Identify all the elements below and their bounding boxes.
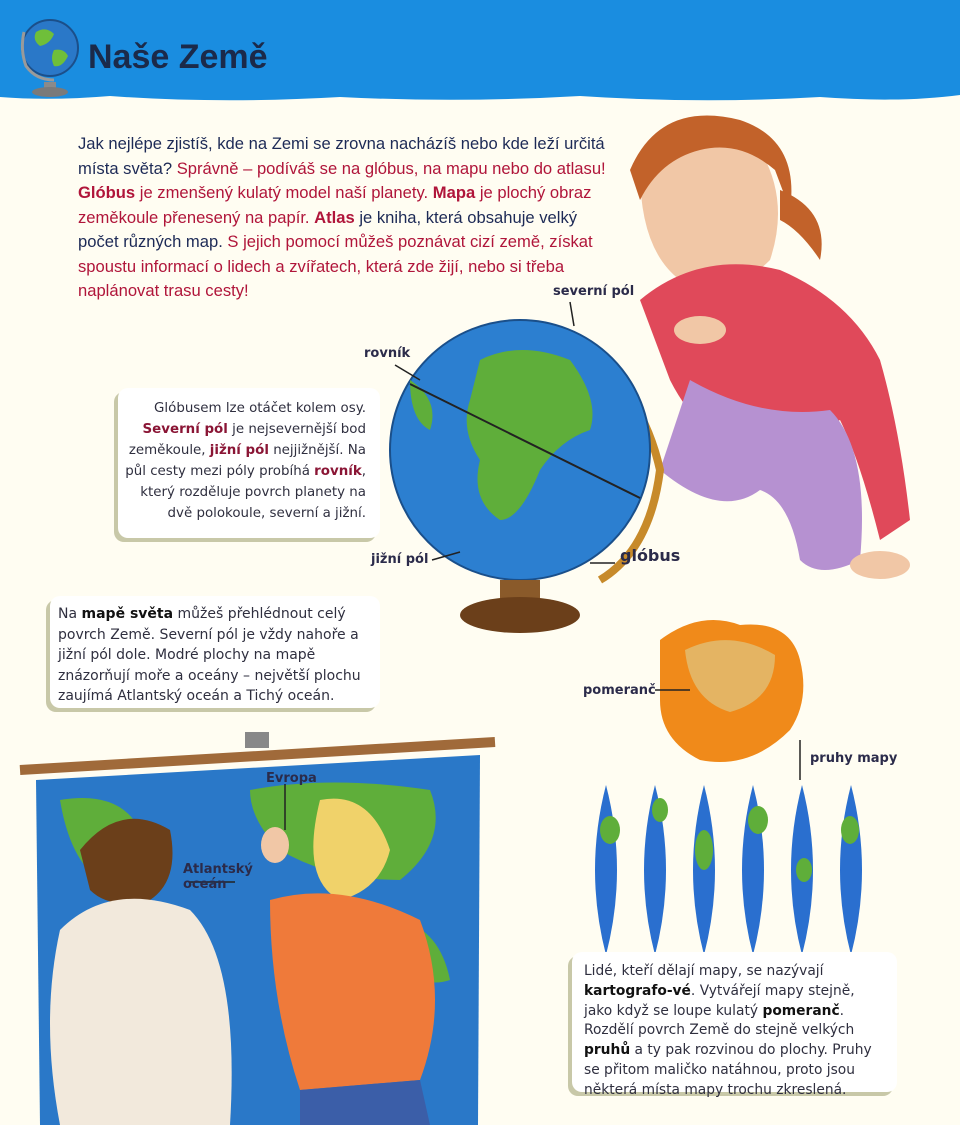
label-atlantsky-ocean: Atlantský oceán [183, 862, 253, 892]
orange-illustration [660, 620, 803, 762]
info-box-globus: Glóbusem lze otáčet kolem osy. Severní pól je nejsevernější bod zeměkoule, jižní pól nejjižnější. Na půl cesty mezi póly probíhá rovník, který rozděluje povrch planety na dvě polokoule, severní a jižní. [118, 388, 380, 538]
label-jizni-pol: jižní pól [371, 552, 429, 567]
label-globus: glóbus [620, 546, 681, 565]
girl-illustration [630, 116, 910, 579]
intro-text: Jak nejlépe zjistíš, kde na Zemi se zrovna nacházíš nebo kde leží určitá místa světa? Správně – podíváš se na glóbus, na mapu nebo do atlasu! Glóbus je zmenšený kulatý model naší planety. Mapa je plochý obraz zeměkoule přenesený na papír. Atlas je kniha, která obsahuje velký počet různých map. S jejich pomocí můžeš poznávat cizí země, získat spoustu informací o lidech a zvířatech, která zde žijí, nebo si třeba naplánovat trasu cesty! [78, 134, 606, 300]
page-title: Naše Země [88, 38, 268, 76]
label-rovnik: rovník [364, 346, 411, 361]
label-severni-pol: severní pól [553, 284, 635, 299]
map-strips-illustration [595, 785, 862, 955]
label-pomeranc: pomeranč [583, 683, 656, 698]
label-pruhy-mapy: pruhy mapy [810, 751, 898, 766]
info-box-mapa-sveta: Na mapě světa můžeš přehlédnout celý povrch Země. Severní pól je vždy nahoře a jižní pól dole. Modré plochy na mapě znázorňují moře a oceány – největší plochu zaujímá Atlantský oceán a Tichý oceán. [50, 596, 380, 708]
globe-illustration [390, 320, 660, 633]
label-evropa: Evropa [266, 771, 317, 786]
info-box-kartografove: Lidé, kteří dělají mapy, se nazývají kartografo-vé. Vytvářejí mapy stejně, jako když se loupe kulatý pomeranč. Rozdělí povrch Země do stejně velkých pruhů a ty pak rozvinou do plochy. Pruhy se přitom maličko natáhnou, proto jsou některá místa mapy trochu zkreslená. [572, 952, 897, 1092]
